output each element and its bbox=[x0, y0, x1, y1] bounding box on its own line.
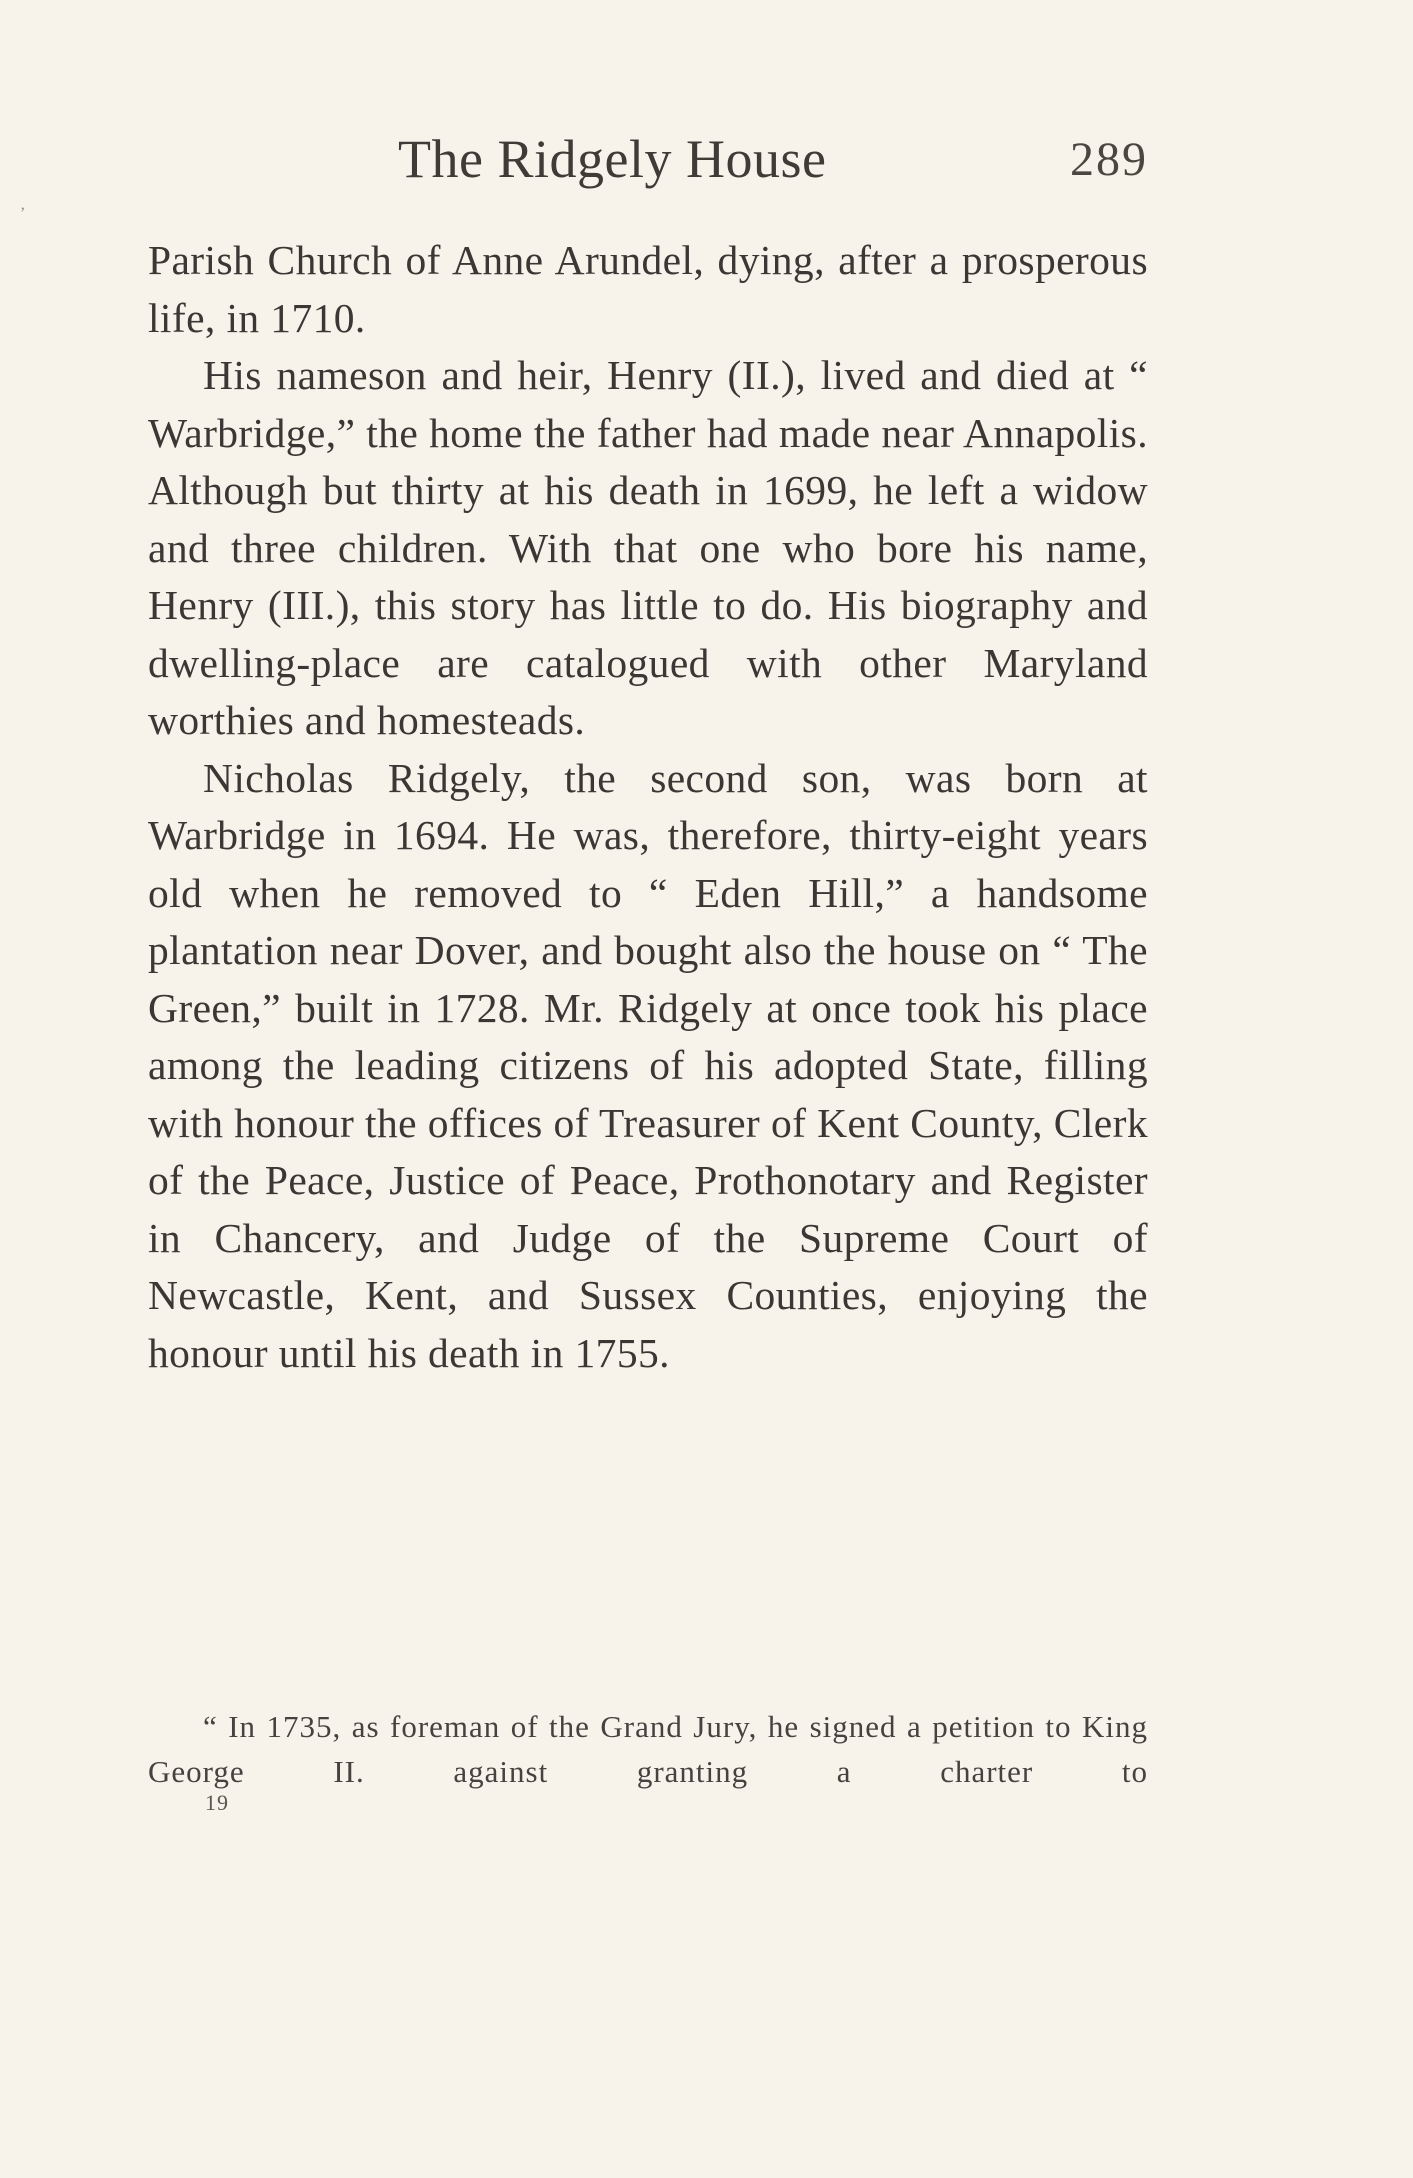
footnote-text: “ In 1735, as foreman of the Grand Jury, he signed a petition to King George II. against granting a charter to bbox=[148, 1709, 1148, 1789]
page-header bbox=[148, 128, 1148, 198]
footnote bbox=[148, 1704, 1148, 1794]
page-number: 289 bbox=[1070, 133, 1148, 186]
body-text bbox=[148, 232, 1148, 1382]
paragraph-2: His nameson and heir, Henry (II.), lived and died at “ Warbridge,” the home the father had made near Annapolis. Although but thirty at his death in 1699, he left a widow and three children. With that one who bore his name, Henry (III.), this story has little to do. His biography and dwelling-place are catalogued with other Maryland worthies and homesteads. bbox=[148, 352, 1148, 743]
signature-mark: 19 bbox=[205, 1790, 229, 1815]
margin-speck: ‚ bbox=[20, 196, 26, 213]
paragraph-1: Parish Church of Anne Arundel, dying, after a prosperous life, in 1710. bbox=[148, 237, 1148, 341]
paragraph-3: Nicholas Ridgely, the second son, was born at Warbridge in 1694. He was, therefore, thirty-eight years old when he removed to “ Eden Hill,” a handsome plantation near Dover, and bought also the house on “ The Green,” built in 1728. Mr. Ridgely at once took his place among the leading citizens of his adopted State, filling with honour the offices of Treasurer of Kent County, Clerk of the Peace, Justice of Peace, Prothonotary and Register in Chancery, and Judge of the Supreme Court of Newcastle, Kent, and Sussex Counties, enjoying the honour until his death in 1755. bbox=[148, 754, 1148, 1376]
running-title: The Ridgely House bbox=[398, 129, 827, 189]
